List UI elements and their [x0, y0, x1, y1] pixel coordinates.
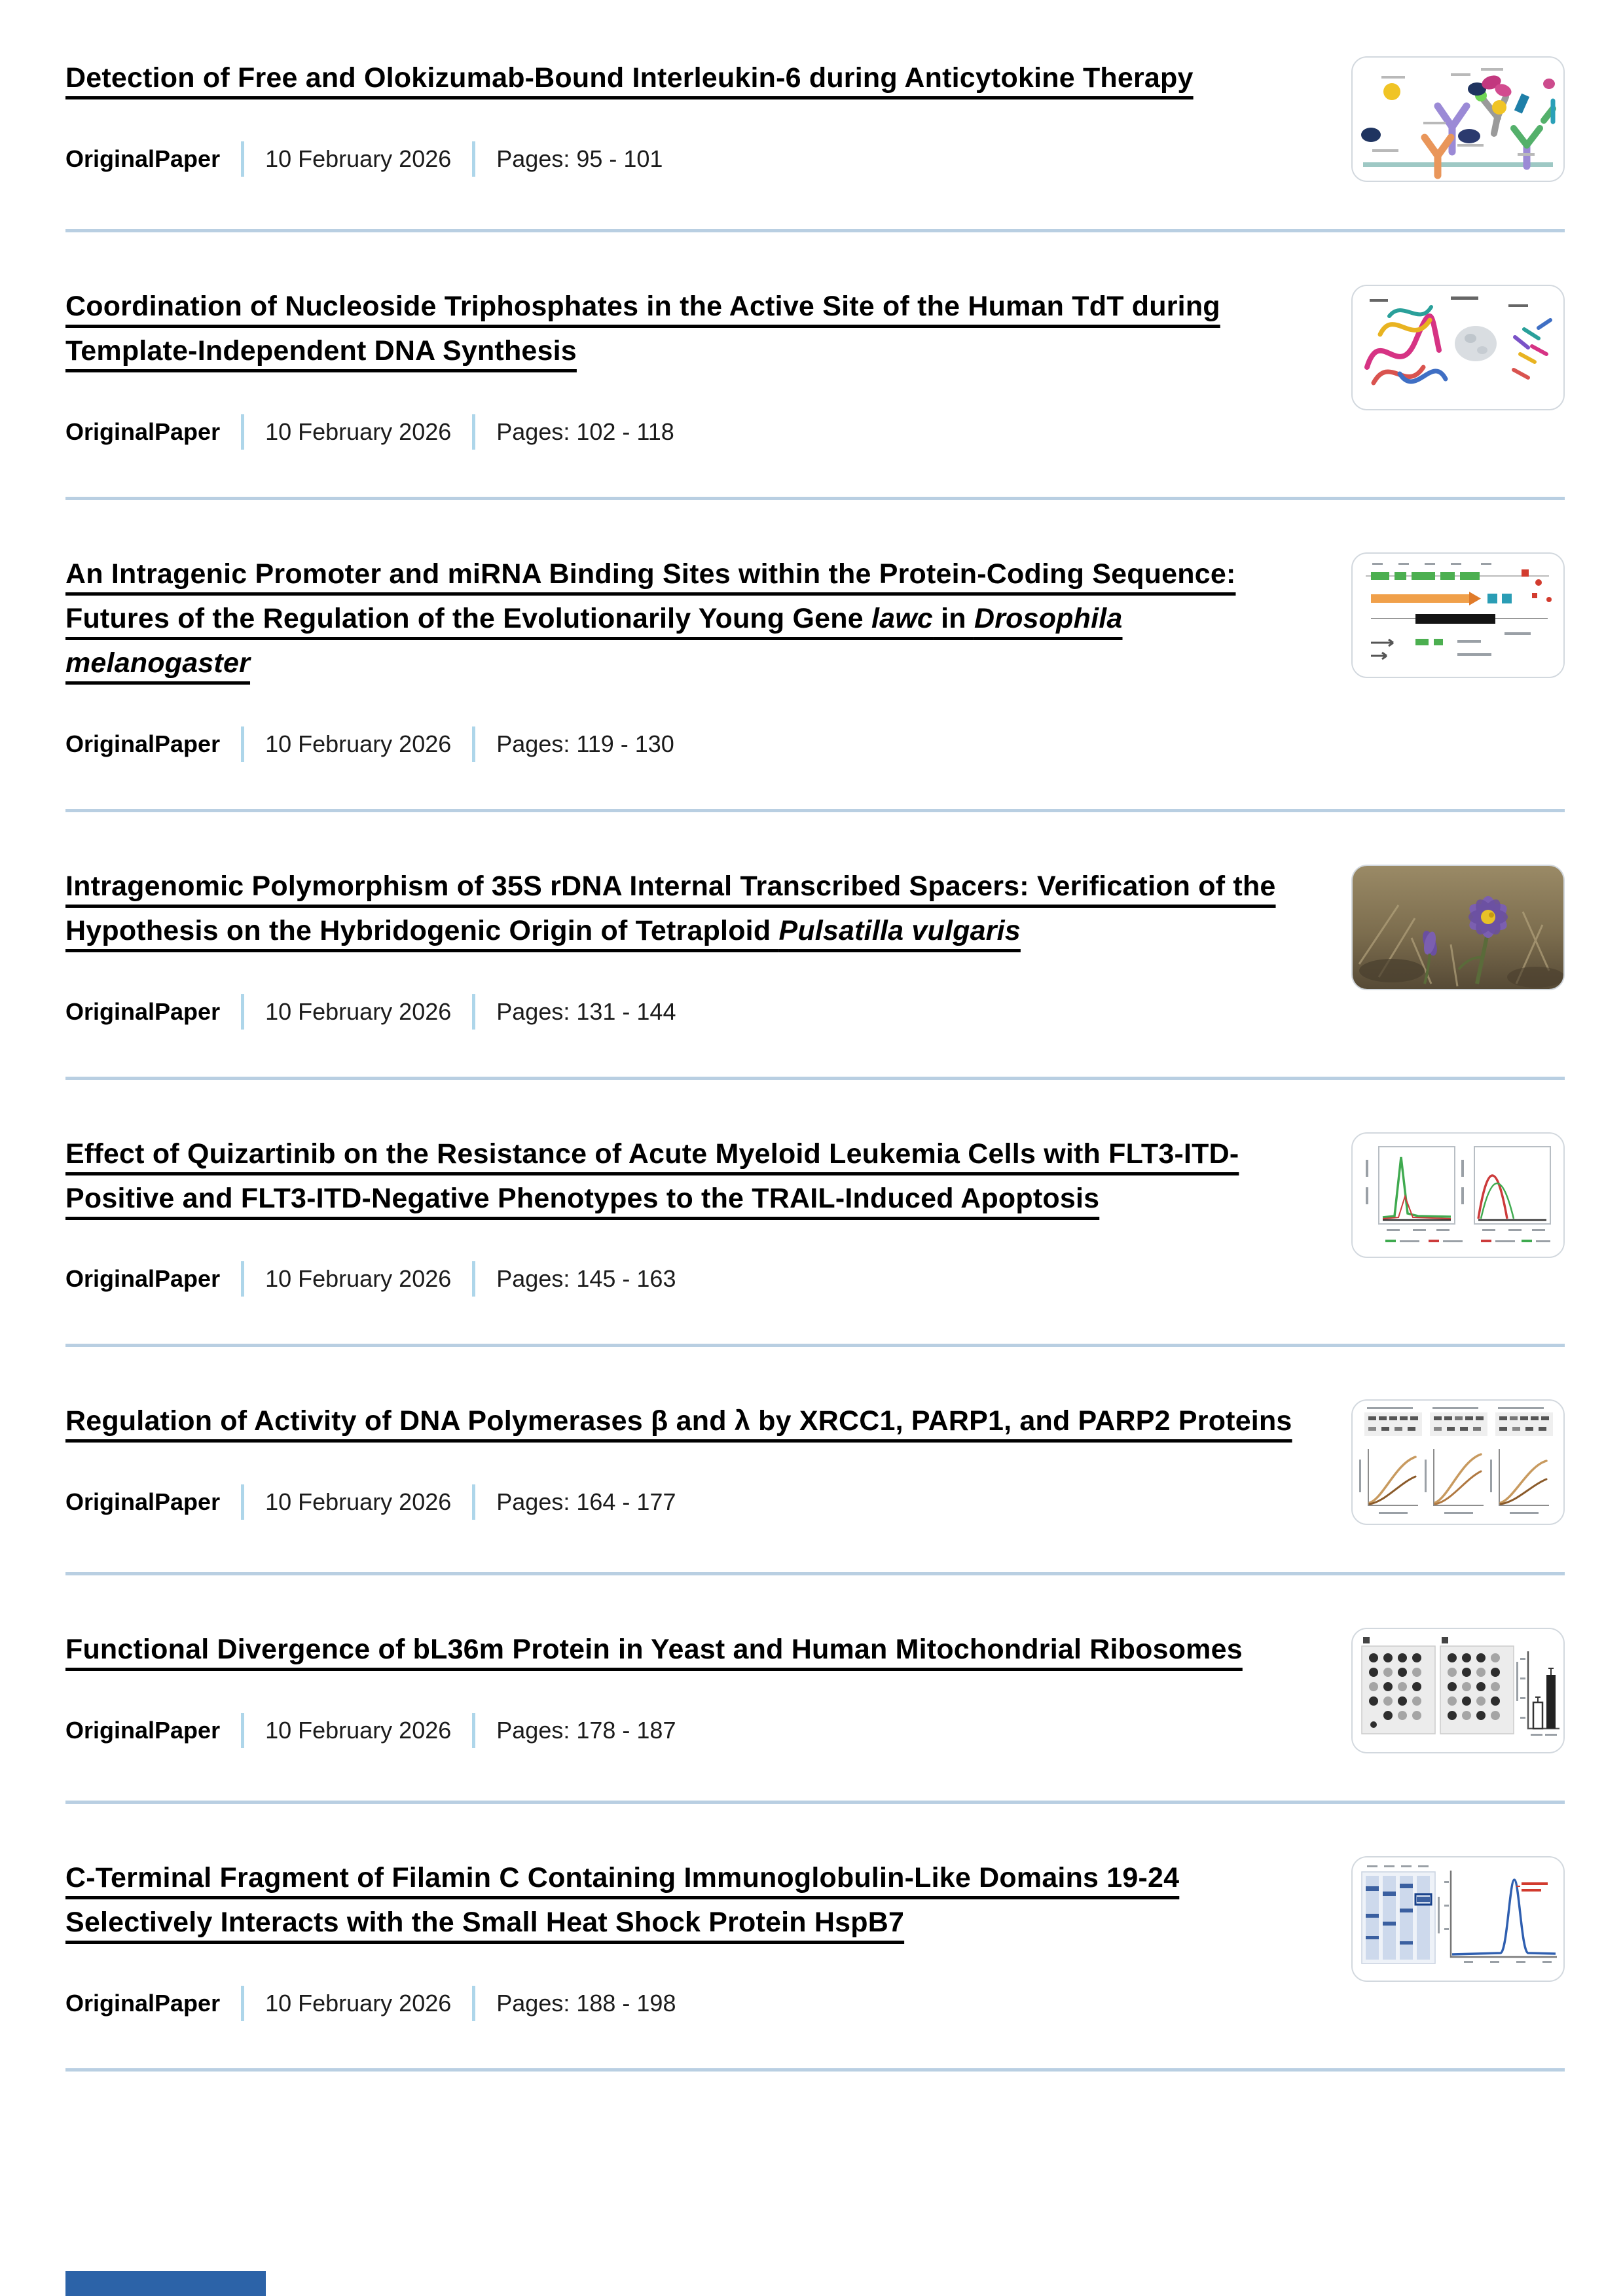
article-date: 10 February 2026 — [265, 997, 452, 1025]
meta-separator-bar — [472, 1484, 475, 1520]
article-date: 10 February 2026 — [265, 418, 452, 445]
article-date: 10 February 2026 — [265, 1990, 452, 2017]
apoptosis-line-charts-icon — [1353, 1134, 1563, 1257]
article-item — [65, 1080, 1565, 1348]
article-meta-row — [65, 994, 1296, 1030]
article-title-link[interactable]: An Intragenic Promoter and miRNA Binding Sites within the Protein-Coding Sequence: Futures of the Regulation of the Evolutionarily Young Gene lawc in Drosophila melanogaster — [65, 558, 1236, 679]
dot-blot-and-bar-chart-icon — [1353, 1629, 1563, 1752]
article-meta-row — [65, 414, 1296, 450]
article-title — [65, 285, 1296, 374]
protein-structure-panels-icon — [1353, 286, 1563, 409]
meta-separator-bar — [241, 1261, 244, 1297]
article-date: 10 February 2026 — [265, 145, 452, 172]
article-text-block — [65, 1132, 1296, 1297]
antibody-assay-diagram-icon — [1353, 58, 1563, 181]
article-type-label: OriginalPaper — [65, 1488, 221, 1516]
article-title — [65, 1399, 1296, 1444]
meta-separator-bar — [241, 726, 244, 762]
article-text-block — [65, 1399, 1296, 1520]
meta-separator-bar — [472, 1261, 475, 1297]
article-type-label: OriginalPaper — [65, 997, 221, 1025]
article-date: 10 February 2026 — [265, 1488, 452, 1516]
meta-separator-bar — [241, 994, 244, 1030]
article-type-label: OriginalPaper — [65, 1990, 221, 2017]
article-text-block — [65, 285, 1296, 450]
pulsatilla-flower-photo-icon — [1353, 866, 1563, 989]
article-date: 10 February 2026 — [265, 1717, 452, 1744]
article-title — [65, 1628, 1296, 1672]
article-text-block — [65, 56, 1296, 177]
article-title-link[interactable]: Coordination of Nucleoside Triphosphates in the Active Site of the Human TdT during Template-Independent DNA Synthesis — [65, 291, 1220, 367]
blot-and-activity-curves-icon — [1353, 1401, 1563, 1524]
article-text-block — [65, 1628, 1296, 1748]
article-meta-row — [65, 726, 1296, 762]
article-type-label: OriginalPaper — [65, 145, 221, 172]
article-title — [65, 1856, 1296, 1945]
meta-separator-bar — [472, 726, 475, 762]
article-title — [65, 56, 1296, 101]
article-title-link[interactable]: Regulation of Activity of DNA Polymerases β and λ by XRCC1, PARP1, and PARP2 Proteins — [65, 1405, 1292, 1437]
article-item — [65, 232, 1565, 500]
article-pages: Pages: 188 - 198 — [496, 1990, 676, 2017]
meta-separator-bar — [472, 994, 475, 1030]
article-item — [65, 1804, 1565, 2072]
article-title — [65, 865, 1296, 954]
article-pages: Pages: 178 - 187 — [496, 1717, 676, 1744]
article-pages: Pages: 119 - 130 — [496, 730, 674, 757]
meta-separator-bar — [472, 1986, 475, 2021]
article-meta-row — [65, 1484, 1296, 1520]
article-thumbnail[interactable] — [1351, 1132, 1565, 1258]
article-title — [65, 552, 1296, 686]
article-thumbnail[interactable] — [1351, 865, 1565, 990]
article-meta-row — [65, 1986, 1296, 2021]
article-date: 10 February 2026 — [265, 730, 452, 757]
article-item — [65, 500, 1565, 812]
article-pages: Pages: 102 - 118 — [496, 418, 674, 445]
article-thumbnail[interactable] — [1351, 1628, 1565, 1753]
article-title-link[interactable]: Effect of Quizartinib on the Resistance of Acute Myeloid Leukemia Cells with FLT3-ITD-Positive and FLT3-ITD-Negative Phenotypes to the TRAIL-Induced Apoptosis — [65, 1138, 1239, 1214]
article-meta-row — [65, 1713, 1296, 1748]
article-pages: Pages: 145 - 163 — [496, 1265, 676, 1293]
article-type-label: OriginalPaper — [65, 1265, 221, 1293]
meta-separator-bar — [472, 141, 475, 177]
meta-separator-bar — [472, 414, 475, 450]
article-item — [65, 1575, 1565, 1804]
meta-separator-bar — [241, 1986, 244, 2021]
article-meta-row — [65, 141, 1296, 177]
article-thumbnail[interactable] — [1351, 56, 1565, 182]
gel-and-chromatogram-peak-icon — [1353, 1857, 1563, 1981]
article-item — [65, 812, 1565, 1080]
meta-separator-bar — [241, 1713, 244, 1748]
article-pages: Pages: 95 - 101 — [496, 145, 663, 172]
meta-separator-bar — [241, 141, 244, 177]
meta-separator-bar — [241, 414, 244, 450]
article-text-block — [65, 1856, 1296, 2021]
article-type-label: OriginalPaper — [65, 418, 221, 445]
article-title-link[interactable]: Functional Divergence of bL36m Protein in Yeast and Human Mitochondrial Ribosomes — [65, 1634, 1243, 1666]
article-pages: Pages: 131 - 144 — [496, 997, 676, 1025]
article-text-block — [65, 552, 1296, 762]
meta-separator-bar — [472, 1713, 475, 1748]
article-date: 10 February 2026 — [265, 1265, 452, 1293]
article-thumbnail[interactable] — [1351, 285, 1565, 410]
article-item — [65, 4, 1565, 232]
article-pages: Pages: 164 - 177 — [496, 1488, 676, 1516]
article-title-link[interactable]: C-Terminal Fragment of Filamin C Containing Immunoglobulin-Like Domains 19-24 Selectively Interacts with the Small Heat Shock Protein HspB7 — [65, 1862, 1180, 1939]
article-title-link[interactable]: Intragenomic Polymorphism of 35S rDNA Internal Transcribed Spacers: Verification of the Hypothesis on the Hybridogenic Origin of Tetraploid Pulsatilla vulgaris — [65, 870, 1276, 946]
article-type-label: OriginalPaper — [65, 1717, 221, 1744]
article-text-block — [65, 865, 1296, 1030]
article-item — [65, 1347, 1565, 1575]
article-thumbnail[interactable] — [1351, 1856, 1565, 1982]
article-thumbnail[interactable] — [1351, 1399, 1565, 1525]
article-title — [65, 1132, 1296, 1221]
meta-separator-bar — [241, 1484, 244, 1520]
article-meta-row — [65, 1261, 1296, 1297]
article-title-link[interactable]: Detection of Free and Olokizumab-Bound Interleukin-6 during Anticytokine Therapy — [65, 62, 1194, 94]
article-thumbnail[interactable] — [1351, 552, 1565, 678]
article-type-label: OriginalPaper — [65, 730, 221, 757]
footer-bar-fragment — [65, 2271, 266, 2296]
gene-regulation-map-icon — [1353, 554, 1563, 677]
